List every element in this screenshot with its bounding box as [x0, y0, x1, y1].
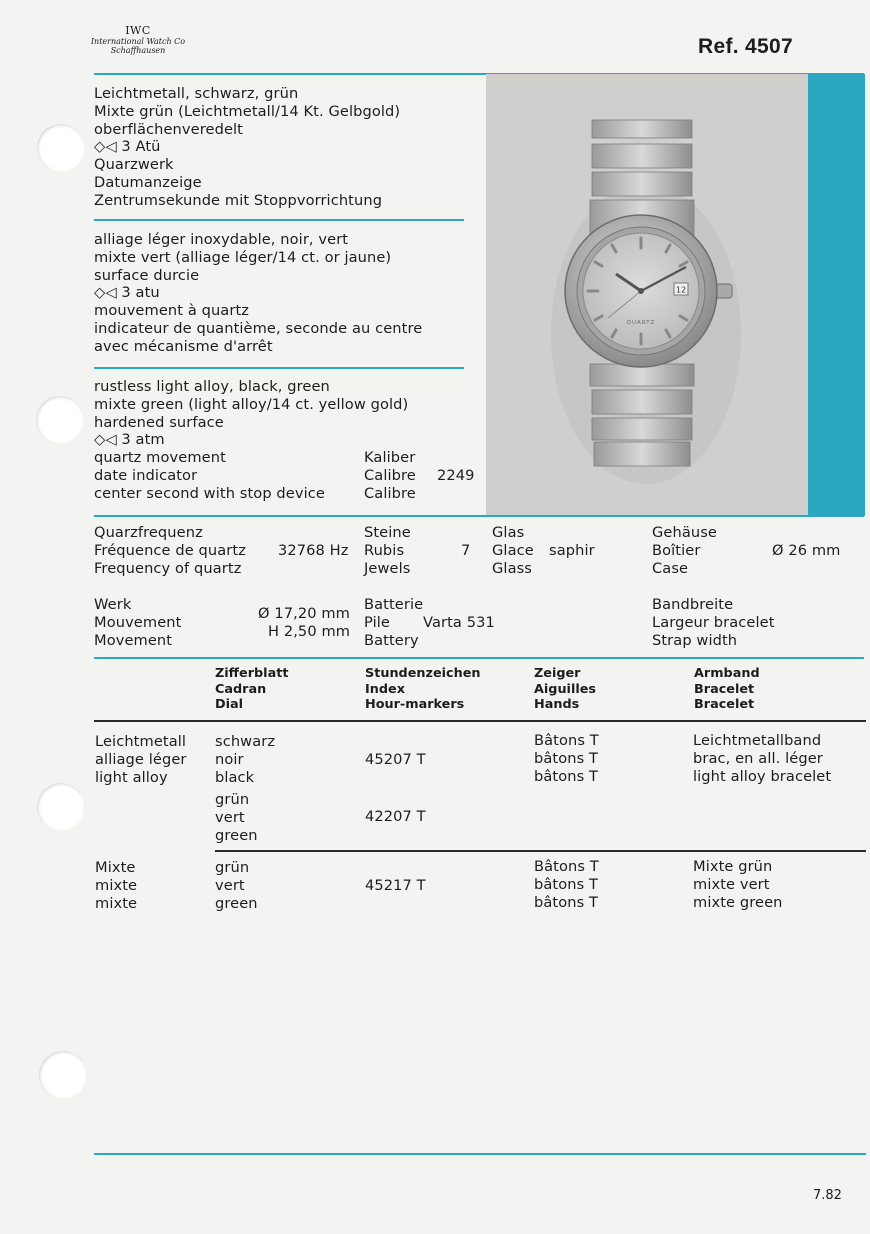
jewels-labels: Steine Rubis Jewels [364, 524, 411, 577]
quartz-frequency-value: 32768 Hz [278, 542, 349, 559]
calibre-labels: Kaliber Calibre Calibre [364, 449, 416, 502]
desc-line: Leichtmetall, schwarz, grün [94, 85, 299, 102]
section-rule [94, 367, 464, 369]
desc-line: surface durcie [94, 266, 200, 284]
desc-line: rustless light alloy, black, green [94, 378, 330, 395]
row1-ref-green: 42207 T [365, 808, 426, 825]
header-bracelet: Armband Bracelet Bracelet [694, 666, 760, 713]
table-top-rule [94, 657, 864, 659]
description-english [94, 378, 408, 503]
row1-hands: Bâtons T bâtons T bâtons T [534, 732, 599, 785]
header-dial: Zifferblatt Cadran Dial [215, 666, 289, 713]
svg-text:12: 12 [675, 285, 687, 295]
desc-line: Quarzwerk [94, 156, 174, 174]
row2-dial: grün vert green [215, 859, 258, 912]
calibre-value: 2249 [437, 467, 475, 484]
binder-hole [37, 124, 85, 172]
specs-rule [94, 515, 864, 517]
desc-line: Zentrumsekunde mit Stoppvorrichtung [94, 191, 383, 209]
logo-line1: International Watch Co [90, 37, 186, 46]
iwc-logo [88, 24, 188, 55]
description-french [94, 231, 422, 356]
desc-line: mixte vert (alliage léger/14 ct. or jaune) [94, 248, 392, 266]
desc-line: Datumanzeige [94, 173, 202, 191]
desc-line: Mixte grün (Leichtmetall/14 Kt. Gelbgold) [94, 102, 401, 120]
glass-value: saphir [549, 542, 595, 559]
description-german [94, 85, 400, 210]
water-resistance-icon: ◇◁ [94, 431, 117, 449]
row2-hands: Bâtons T bâtons T bâtons T [534, 858, 599, 911]
case-labels: Gehäuse Boîtier Case [652, 524, 718, 577]
desc-line: indicateur de quantième, seconde au centre [94, 319, 423, 337]
header-hour-markers: Stundenzeichen Index Hour-markers [365, 666, 481, 713]
movement-diameter: Ø 17,20 mm [258, 605, 350, 622]
table-row-rule [215, 850, 866, 852]
water-resistance-icon: ◇◁ [94, 284, 117, 302]
section-rule [94, 219, 464, 221]
battery-labels: Batterie Pile Battery [364, 596, 424, 649]
desc-line: alliage léger inoxydable, noir, vert [94, 231, 349, 248]
desc-line: ◇◁ 3 atm [94, 431, 165, 449]
binder-hole [36, 396, 84, 444]
case-value: Ø 26 mm [772, 542, 841, 559]
row1-dial-green: grün vert green [215, 791, 258, 844]
header-hands: Zeiger Aiguilles Hands [534, 666, 597, 713]
watch-photo [486, 74, 808, 516]
movement-labels: Werk Mouvement Movement [94, 596, 182, 649]
accent-bar [808, 74, 865, 516]
row2-bracelet: Mixte grün mixte vert mixte green [693, 858, 783, 911]
binder-hole [39, 1051, 87, 1099]
water-resistance-icon: ◇◁ [94, 138, 117, 156]
desc-line: quartz movement [94, 449, 226, 467]
row2-material: Mixte mixte mixte [95, 859, 138, 912]
watch-illustration [486, 74, 808, 516]
row1-ref-black: 45207 T [365, 751, 426, 768]
desc-line: date indicator [94, 466, 198, 484]
row1-dial-black: schwarz noir black [215, 733, 276, 786]
glass-labels: Glas Glace Glass [492, 524, 534, 577]
desc-line: avec mécanisme d'arrêt [94, 337, 273, 355]
battery-value: Varta 531 [423, 614, 495, 631]
row1-bracelet: Leichtmetallband brac, en all. léger light alloy bracelet [693, 732, 832, 785]
desc-line: oberflächenveredelt [94, 120, 243, 138]
desc-line: center second with stop device [94, 484, 325, 502]
logo-line2: Schaffhausen [110, 46, 166, 55]
quartz-frequency-labels: Quarzfrequenz Fréquence de quartz Frequency of quartz [94, 524, 246, 577]
bottom-rule [94, 1153, 866, 1155]
strap-width-labels: Bandbreite Largeur bracelet Strap width [652, 596, 775, 649]
desc-line: ◇◁ 3 Atü [94, 138, 161, 156]
jewels-value: 7 [461, 542, 471, 559]
reference-title: Ref. 4507 [698, 35, 793, 58]
movement-height: H 2,50 mm [268, 623, 351, 640]
desc-line: mixte green (light alloy/14 ct. yellow gold) [94, 395, 409, 413]
svg-text:QUARTZ: QUARTZ [626, 320, 656, 326]
page-number: 7.82 [813, 1188, 842, 1203]
row1-material: Leichtmetall alliage léger light alloy [95, 733, 187, 786]
desc-line: hardened surface [94, 413, 224, 431]
desc-line: mouvement à quartz [94, 302, 250, 320]
desc-line: ◇◁ 3 atu [94, 284, 160, 302]
logo-brand: IWC [125, 24, 151, 37]
row2-ref: 45217 T [365, 877, 426, 894]
binder-hole [37, 783, 85, 831]
table-header-rule [94, 720, 866, 722]
